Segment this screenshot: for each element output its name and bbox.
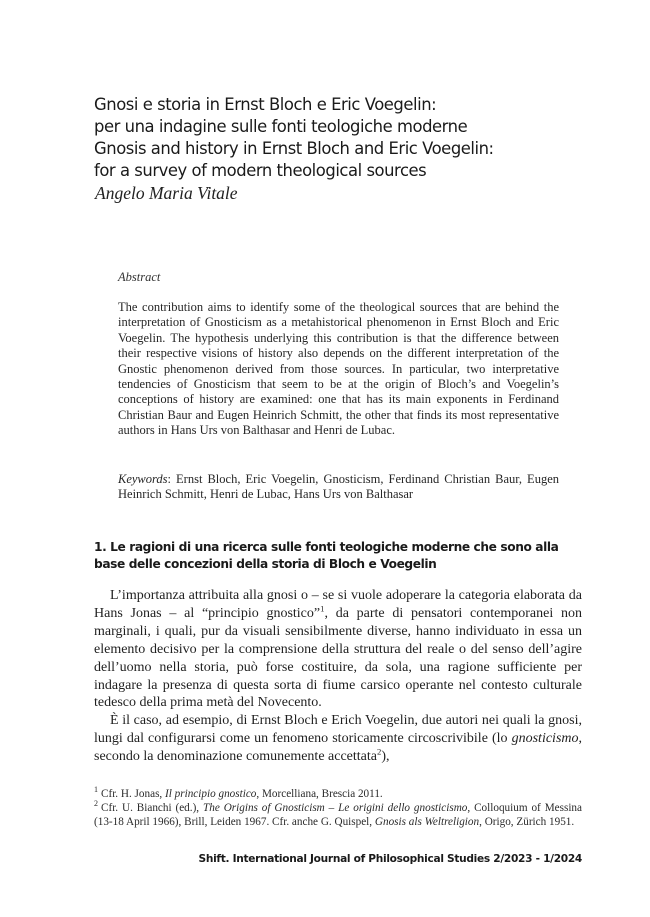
- footnote-number: 2: [94, 799, 98, 809]
- english-title-line-2: for a survey of modern theological sources: [94, 161, 427, 180]
- abstract-text: The contribution aims to identify some of the theological sources that are behind the interpretation of Gnosticism as a metahistorical phenomenon in Ernst Bloch and Eric Voegelin. The hypothesis underlying this contribution is that the difference between their respective visions of history also depends on the different interpretation of the Gnostic phenomenon derived from those sources. In particular, two interpretative tendencies of Gnosticism that seem to be at the origin of Bloch’s and Voegelin’s conceptions of history are examined: one that has its main exponents in Ferdinand Christian Baur and Eugen Heinrich Schmitt, the other that finds its most representative authors in Hans Urs von Balthasar and Henri de Lubac.: [118, 300, 559, 438]
- author-name: Angelo Maria Vitale: [95, 183, 238, 203]
- keywords-list: : Ernst Bloch, Eric Voegelin, Gnosticism, Ferdinand Christian Baur, Eugen Heinrich Schmitt, Henri de Lubac, Hans Urs von Balthasar: [118, 472, 559, 502]
- body-paragraph-2: È il caso, ad esempio, di Ernst Bloch e Erich Voegelin, due autori nei quali la gnosi, lungi dal configurarsi come un fenomeno storicamente circoscrivibile (lo gnosticismo, secondo la denominazione comunemente accettata$^2$),: [94, 713, 582, 765]
- italian-title-line-2: per una indagine sulle fonti teologiche moderne: [94, 117, 468, 136]
- keywords-label: Keywords: [118, 472, 168, 486]
- footnote-1: $^1$ Cfr. H. Jonas, Il principio gnostico, Morcelliana, Brescia 2011.: [94, 785, 383, 800]
- footnotes: [94, 787, 582, 829]
- footnote-number: 1: [94, 785, 98, 795]
- italian-title-line-1: Gnosi e storia in Ernst Bloch e Eric Voegelin:: [94, 95, 437, 114]
- journal-footer: Shift. International Journal of Philosophical Studies 2/2023 - 1/2024: [198, 853, 582, 865]
- footnote-2: $^2$ Cfr. U. Bianchi (ed.), The Origins of Gnosticism – Le origini dello gnosticismo, Colloquium of Messina (13-18 April 1966), Brill, Leiden 1967. Cfr. anche G. Quispel, Gnosis als Weltreligion, Origo, Zürich 1951.: [94, 799, 582, 828]
- footnote-ref-2: 2: [376, 746, 382, 757]
- english-title-line-1: Gnosis and history in Ernst Bloch and Eric Voegelin:: [94, 139, 494, 158]
- keywords: [118, 472, 559, 503]
- article-title-block: [94, 94, 594, 204]
- footnote-ref-1: 1: [320, 603, 325, 614]
- body-text: [94, 587, 582, 766]
- abstract-label: Abstract: [118, 270, 161, 284]
- body-paragraph-1: L’importanza attribuita alla gnosi o – se si vuole adoperare la categoria elaborata da Hans Jonas – al “principio gnostico”$^1$, da parte di pensatori contemporanei non marginali, i quali, pur da visuali sensibilmente diverse, hanno individuato in essa un elemento decisivo per la comprensione della struttura del reale o del senso dell’agire dell’uomo nella storia, può forse costituire, da sola, una ragione sufficiente per indagare la presenza di questa sorta di fiume carsico operante nel contesto culturale tedesco della prima metà del Novecento.: [94, 588, 582, 711]
- section-heading: 1. Le ragioni di una ricerca sulle fonti teologiche moderne che sono alla base delle concezioni della storia di Bloch e Voegelin: [94, 540, 559, 571]
